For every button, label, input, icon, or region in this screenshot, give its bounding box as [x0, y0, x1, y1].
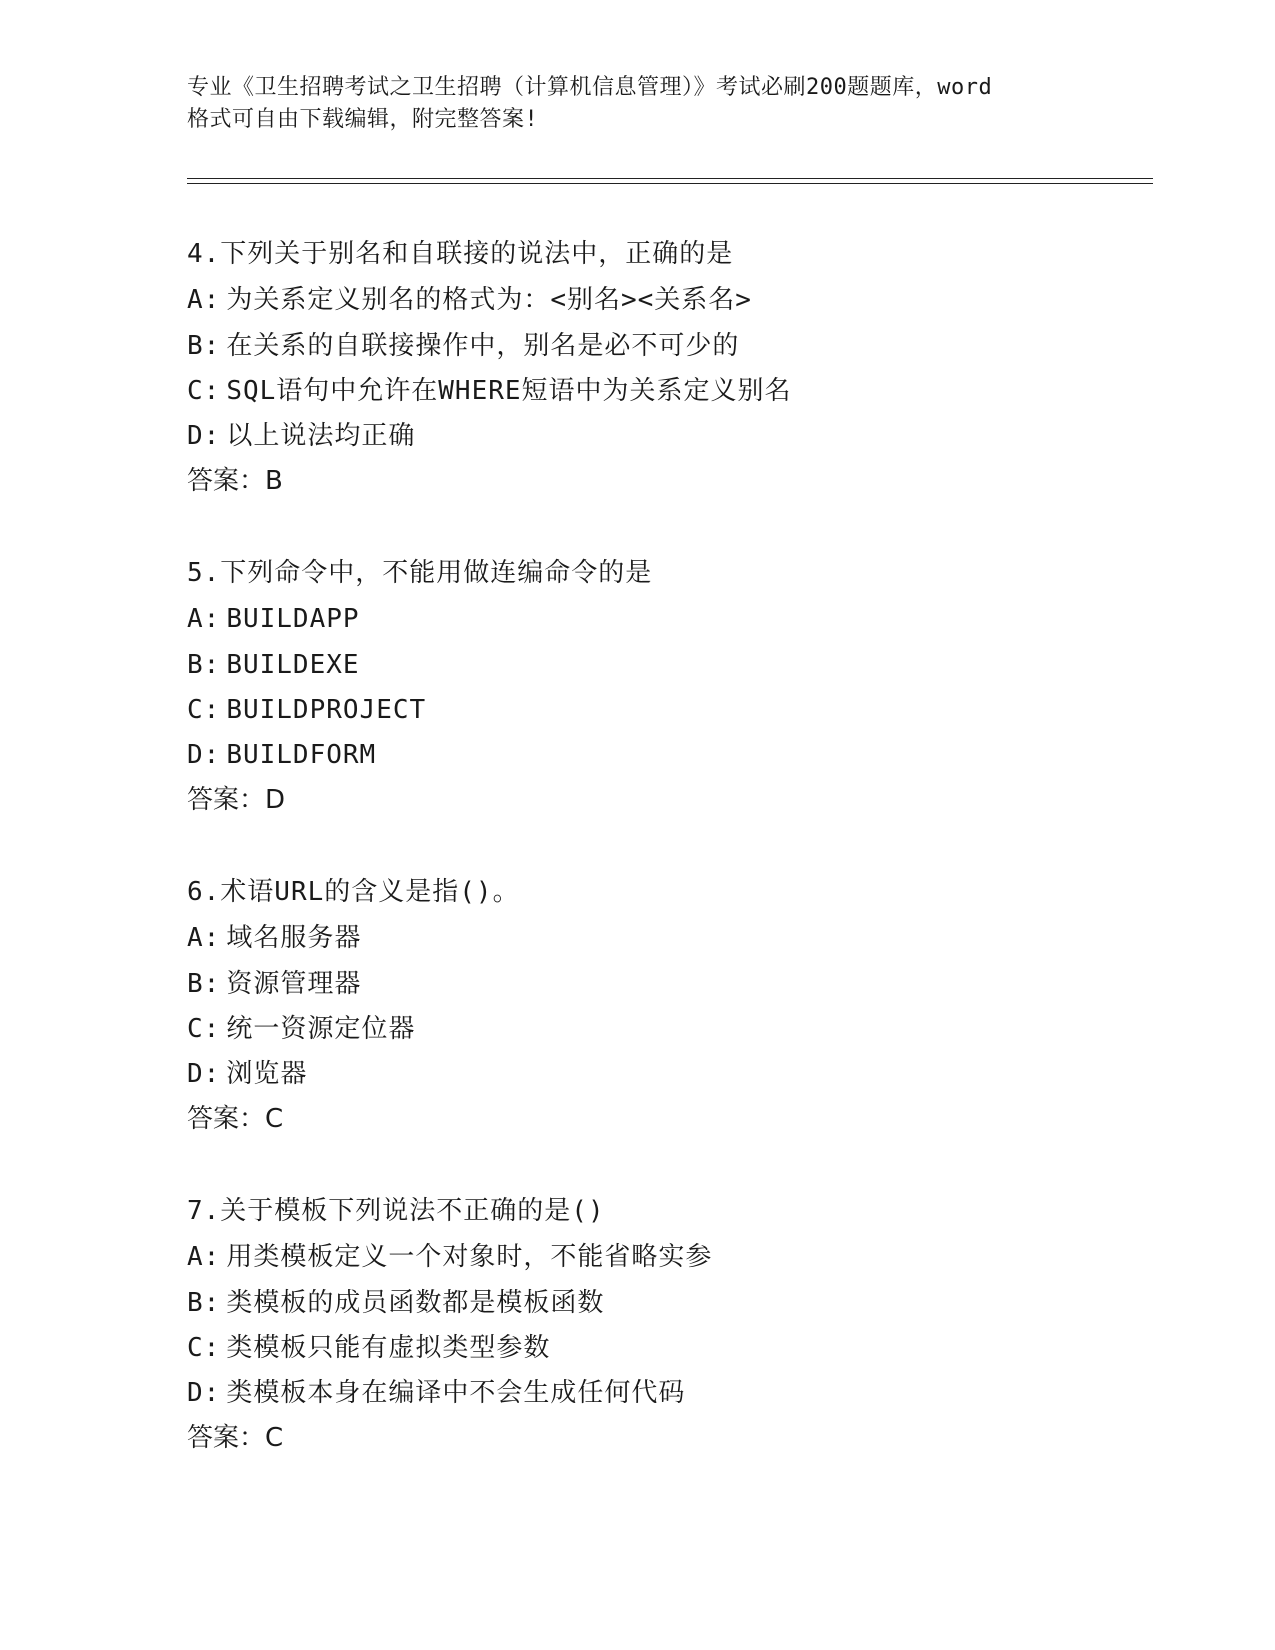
question-stem: 4.下列关于别名和自联接的说法中，正确的是	[187, 239, 734, 269]
option-text: 域名服务器	[226, 923, 362, 953]
option-d	[187, 738, 376, 772]
option-label: B:	[187, 969, 221, 999]
option-b	[187, 648, 360, 682]
option-label: C:	[187, 695, 221, 725]
option-text: 类模板只能有虚拟类型参数	[226, 1333, 551, 1363]
option-text: 用类模板定义一个对象时，不能省略实参	[226, 1242, 713, 1272]
option-label: B:	[187, 1288, 221, 1318]
option-label: D:	[187, 740, 221, 770]
question-list	[187, 237, 1147, 1513]
answer-line: 答案：D	[187, 785, 286, 815]
option-c	[187, 1331, 550, 1365]
option-text: 浏览器	[226, 1059, 308, 1089]
option-b	[187, 1286, 604, 1320]
option-b	[187, 967, 361, 1001]
option-c	[187, 374, 792, 408]
question-item	[187, 237, 1147, 556]
answer-line: 答案：B	[187, 466, 283, 496]
question-stem: 6.术语URL的含义是指()。	[187, 877, 520, 907]
option-label: C:	[187, 1014, 221, 1044]
option-a	[187, 283, 752, 317]
option-text: 类模板本身在编译中不会生成任何代码	[226, 1378, 686, 1408]
answer-line: 答案：C	[187, 1423, 284, 1453]
option-d	[187, 419, 415, 453]
option-text: BUILDAPP	[226, 604, 360, 634]
option-text: 类模板的成员函数都是模板函数	[226, 1288, 605, 1318]
option-label: A:	[187, 285, 221, 315]
option-text: BUILDFORM	[226, 740, 377, 770]
question-item	[187, 556, 1147, 875]
option-label: C:	[187, 376, 221, 406]
option-a	[187, 1240, 712, 1274]
option-label: A:	[187, 1242, 221, 1272]
answer-line: 答案：C	[187, 1104, 284, 1134]
option-label: D:	[187, 421, 221, 451]
option-text: BUILDPROJECT	[226, 695, 427, 725]
option-c	[187, 1012, 415, 1046]
header-divider-top	[187, 178, 1153, 179]
option-text: BUILDEXE	[226, 650, 360, 680]
option-d	[187, 1376, 685, 1410]
header-line-2: 格式可自由下载编辑，附完整答案!	[187, 107, 539, 132]
option-label: B:	[187, 650, 221, 680]
question-item	[187, 875, 1147, 1194]
question-item	[187, 1194, 1147, 1513]
option-a	[187, 921, 361, 955]
option-d	[187, 1057, 307, 1091]
option-text: 在关系的自联接操作中，别名是必不可少的	[226, 331, 740, 361]
option-text: 以上说法均正确	[226, 421, 416, 451]
option-label: D:	[187, 1059, 221, 1089]
question-stem: 7.关于模板下列说法不正确的是()	[187, 1196, 605, 1226]
option-label: B:	[187, 331, 221, 361]
document-header	[187, 72, 1087, 136]
option-text: SQL语句中允许在WHERE短语中为关系定义别名	[226, 376, 792, 406]
option-label: C:	[187, 1333, 221, 1363]
option-label: A:	[187, 604, 221, 634]
option-label: A:	[187, 923, 221, 953]
option-a	[187, 602, 360, 636]
option-label: D:	[187, 1378, 221, 1408]
option-text: 统一资源定位器	[226, 1014, 416, 1044]
header-line-1: 专业《卫生招聘考试之卫生招聘（计算机信息管理）》考试必刷200题题库，word	[187, 75, 993, 100]
option-b	[187, 329, 739, 363]
question-stem: 5.下列命令中，不能用做连编命令的是	[187, 558, 653, 588]
header-divider-bottom	[187, 183, 1153, 184]
option-text: 为关系定义别名的格式为：<别名><关系名>	[226, 285, 752, 315]
option-c	[187, 693, 426, 727]
option-text: 资源管理器	[226, 969, 362, 999]
